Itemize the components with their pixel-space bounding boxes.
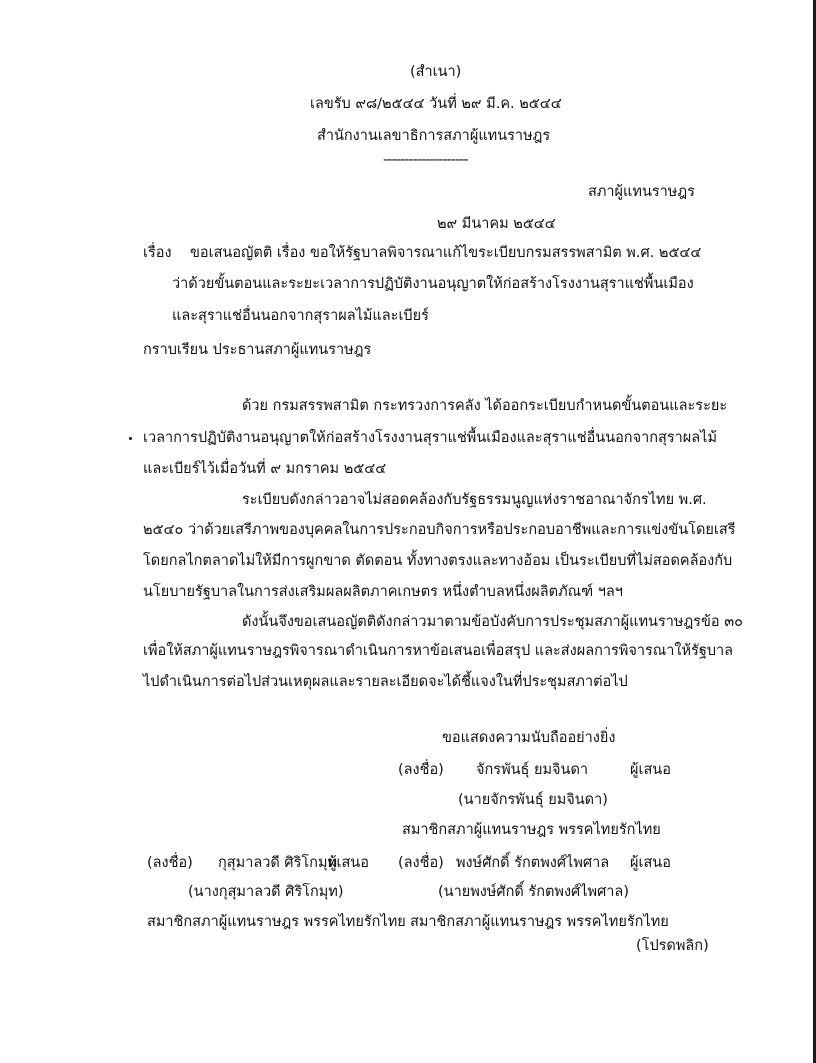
subject-line-3: และสุราแช่อื่นนอกจากสุราผลไม้และเบียร์	[172, 308, 429, 324]
paragraph-1-line-1: ด้วย กรมสรรพสามิต กระทรวงการคลัง ได้ออกระเบียบกำหนดขั้นตอนและระยะ	[242, 398, 728, 414]
paragraph-2-line-2: ๒๕๔๐ ว่าด้วยเสรีภาพของบุคคลในการประกอบกิจการหรือประกอบอาชีพและการแข่งขันโดยเสรี	[143, 522, 736, 538]
paragraph-2-line-3: โดยกลไกตลาดไม่ให้มีการผูกขาด ตัดตอน ทั้งทางตรงและทางอ้อม เป็นระเบียบที่ไม่สอดคล้องกับ	[143, 553, 733, 569]
left-signer-role: ผู้เสนอ	[328, 855, 369, 871]
subject-line-1: ขอเสนอญัตติ เรื่อง ขอให้รัฐบาลพิจารณาแก้ไขระเบียบกรมสรรพสามิต พ.ศ. ๒๕๔๔	[190, 245, 702, 261]
right-signer-printed-name: (นายพงษ์ศักดิ์ รักตพงศ์ไพศาล)	[438, 884, 629, 900]
right-sign-label: (ลงชื่อ)	[398, 855, 444, 871]
document-date: ๒๙ มีนาคม ๒๕๔๔	[437, 216, 556, 232]
left-signer-printed-name: (นางกุสุมาลวดี ศิริโกมุท)	[188, 884, 344, 900]
main-sign-label: (ลงชื่อ)	[398, 762, 444, 778]
paragraph-1-line-3: และเบียร์ไว้เมื่อวันที่ ๙ มกราคม ๒๕๔๔	[143, 461, 387, 477]
subject-line-2: ว่าด้วยขั้นตอนและระยะเวลาการปฏิบัติงานอนุญาตให้ก่อสร้างโรงงานสุราแช่พื้นเมือง	[172, 276, 694, 292]
paragraph-3-line-1: ดังนั้นจึงขอเสนอญัตติดังกล่าวมาตามข้อบังคับการประชุมสภาผู้แทนราษฎรข้อ ๓๐	[242, 614, 743, 630]
copy-mark: (สำเนา)	[410, 64, 462, 80]
paragraph-3-line-3: ไปดำเนินการต่อไปส่วนเหตุผลและรายละเอียดจะได้ชี้แจงในที่ประชุมสภาต่อไป	[143, 674, 628, 690]
main-signer-printed-name: (นายจักรพันธุ์ ยมจินดา)	[458, 792, 608, 808]
closing: ขอแสดงความนับถืออย่างยิ่ง	[442, 730, 616, 746]
main-signer-position: สมาชิกสภาผู้แทนราษฎร พรรคไทยรักไทย	[402, 822, 661, 838]
right-signer-name: พงษ์ศักดิ์ รักตพงศ์ไพศาล	[456, 855, 610, 871]
stray-mark	[129, 437, 132, 440]
left-signer-name: กุสุมาลวดี ศิริโกมุท	[218, 855, 338, 871]
main-signer-role: ผู้เสนอ	[630, 762, 671, 778]
paragraph-1-line-2: เวลาการปฏิบัติงานอนุญาตให้ก่อสร้างโรงงานสุราแช่พื้นเมืองและสุราแช่อื่นนอกจากสุราผลไม้	[143, 430, 718, 446]
main-signer-name: จักรพันธุ์ ยมจินดา	[476, 762, 589, 778]
paragraph-2-line-1: ระเบียบดังกล่าวอาจไม่สอดคล้องกับรัฐธรรมนูญแห่งราชอาณาจักรไทย พ.ศ.	[242, 492, 707, 508]
paragraph-2-line-4: นโยบายรัฐบาลในการส่งเสริมผลผลิตภาคเกษตร หนึ่งตำบลหนึ่งผลิตภัณฑ์ ฯลฯ	[143, 584, 623, 600]
office-name: สำนักงานเลขาธิการสภาผู้แทนราษฎร	[317, 128, 551, 144]
please-turn-over: (โปรดพลิก)	[636, 938, 709, 954]
receipt-number: เลขรับ ๙๘/๒๕๔๔ วันที่ ๒๙ มี.ค. ๒๕๔๔	[310, 96, 562, 112]
subject-label: เรื่อง	[143, 245, 172, 261]
left-signer-position: สมาชิกสภาผู้แทนราษฎร พรรคไทยรักไทย	[147, 914, 406, 930]
left-sign-label: (ลงชื่อ)	[147, 855, 193, 871]
paragraph-3-line-2: เพื่อให้สภาผู้แทนราษฎรพิจารณาดำเนินการหาข้อเสนอเพื่อสรุป และส่งผลการพิจารณาให้รัฐบาล	[143, 643, 734, 659]
right-signer-role: ผู้เสนอ	[630, 855, 671, 871]
right-signer-position: สมาชิกสภาผู้แทนราษฎร พรรคไทยรักไทย	[410, 914, 669, 930]
salutation: กราบเรียน ประธานสภาผู้แทนราษฎร	[143, 342, 372, 358]
sender: สภาผู้แทนราษฎร	[588, 184, 695, 200]
header-divider: --------------------	[383, 152, 468, 168]
